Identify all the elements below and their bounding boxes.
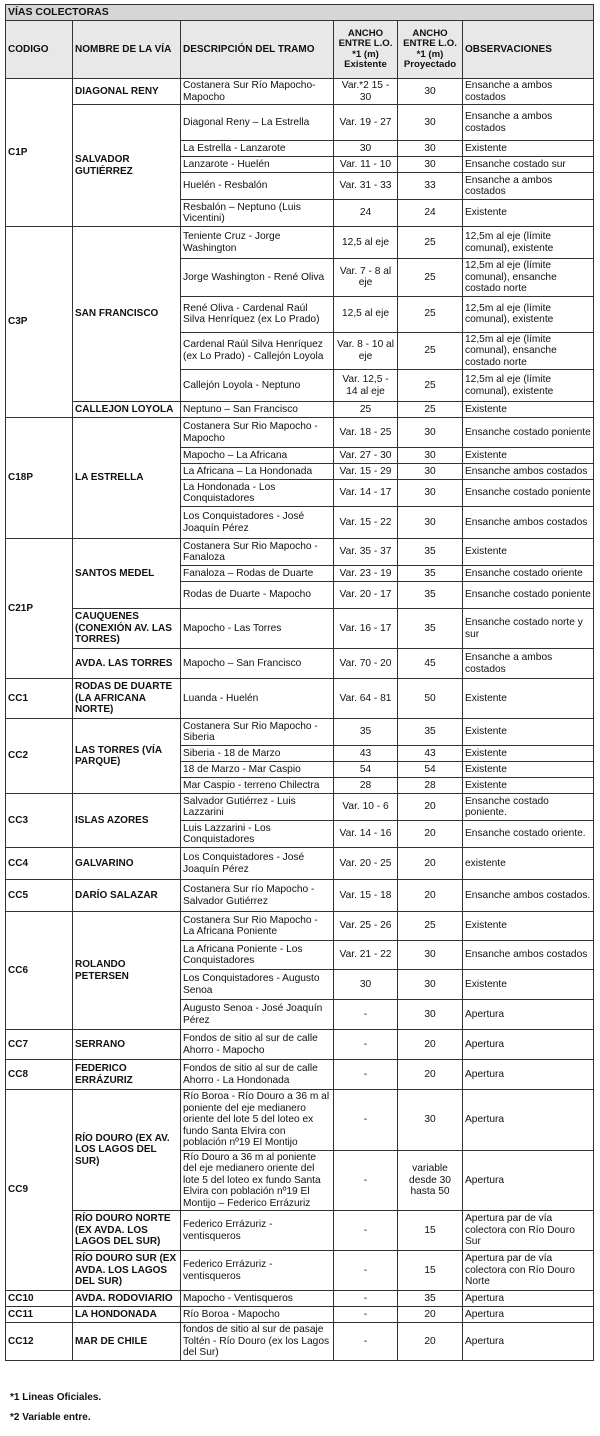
header-row — [6, 21, 594, 79]
table-row — [6, 1060, 594, 1090]
width-projected: 35 — [398, 719, 463, 746]
width-existing: - — [334, 1000, 398, 1030]
observations: Ensanche costado poniente — [463, 480, 594, 507]
observations: 12,5m al eje (límite comunal), ensanche costado norte — [463, 332, 594, 370]
road-name: ISLAS AZORES — [73, 794, 181, 848]
table-row — [6, 539, 594, 566]
header-width-existing: ANCHO ENTRE L.O. *1 (m) Existente — [334, 21, 398, 79]
observations: Ensanche costado norte y sur — [463, 609, 594, 649]
width-existing: Var. 27 - 30 — [334, 448, 398, 464]
width-projected: 20 — [398, 848, 463, 880]
header-code: CODIGO — [6, 21, 73, 79]
width-existing: 12,5 al eje — [334, 296, 398, 332]
observations: Existente — [463, 719, 594, 746]
width-projected: 25 — [398, 912, 463, 941]
width-projected: 25 — [398, 296, 463, 332]
observations: Apertura — [463, 1090, 594, 1151]
section-description: Jorge Washington - René Oliva — [181, 259, 334, 297]
section-description: Lanzarote - Huelén — [181, 157, 334, 173]
observations: Existente — [463, 912, 594, 941]
width-existing: - — [334, 1030, 398, 1060]
width-projected: 20 — [398, 1323, 463, 1361]
table-row — [6, 1090, 594, 1151]
width-existing: Var. 12,5 - 14 al eje — [334, 370, 398, 402]
observations: Existente — [463, 402, 594, 418]
width-existing: - — [334, 1150, 398, 1211]
table-row — [6, 649, 594, 679]
section-description: La Africana – La Hondonada — [181, 464, 334, 480]
section-description: Costanera Sur Río Mapocho-Mapocho — [181, 79, 334, 105]
footnote-1: *1 Lineas Oficiales. — [10, 1392, 102, 1403]
width-existing: Var. 15 - 22 — [334, 507, 398, 539]
width-projected: 20 — [398, 794, 463, 821]
width-projected: 30 — [398, 1000, 463, 1030]
section-description: Los Conquistadores - Augusto Senoa — [181, 970, 334, 1000]
section-description: René Oliva - Cardenal Raúl Silva Henríquez (ex Lo Prado) — [181, 296, 334, 332]
road-name: CALLEJON LOYOLA — [73, 402, 181, 418]
table-row — [6, 1251, 594, 1291]
width-projected: 35 — [398, 566, 463, 582]
observations: Ensanche ambos costados — [463, 507, 594, 539]
width-projected: 25 — [398, 227, 463, 259]
observations: existente — [463, 848, 594, 880]
width-projected: 35 — [398, 1291, 463, 1307]
table-row — [6, 1323, 594, 1361]
width-projected: 20 — [398, 880, 463, 912]
table-row — [6, 1307, 594, 1323]
section-description: Federico Errázuriz - ventisqueros — [181, 1251, 334, 1291]
width-projected: 35 — [398, 539, 463, 566]
section-description: Mapocho - Las Torres — [181, 609, 334, 649]
observations: 12,5m al eje (límite comunal), existente — [463, 370, 594, 402]
width-projected: 20 — [398, 821, 463, 848]
road-code: C1P — [6, 79, 73, 227]
width-projected: 30 — [398, 464, 463, 480]
width-projected: 30 — [398, 480, 463, 507]
header-width-projected: ANCHO ENTRE L.O. *1 (m) Proyectado — [398, 21, 463, 79]
observations: Ensanche costado poniente — [463, 418, 594, 448]
section-description: Río Douro a 36 m al poniente del eje medianero oriente del lote 5 del loteo ex fundo Santa Elvira con población nº19 El Montijo – Federico Errázuriz — [181, 1150, 334, 1211]
section-description: Costanera Sur Rio Mapocho - Siberia — [181, 719, 334, 746]
observations: Apertura — [463, 1030, 594, 1060]
road-name: SERRANO — [73, 1030, 181, 1060]
width-projected: 50 — [398, 679, 463, 719]
section-description: Fondos de sitio al sur de calle Ahorro - La Hondonada — [181, 1060, 334, 1090]
road-code: CC5 — [6, 880, 73, 912]
width-existing: Var. 10 - 6 — [334, 794, 398, 821]
observations: Ensanche ambos costados. — [463, 880, 594, 912]
road-name: AVDA. RODOVIARIO — [73, 1291, 181, 1307]
observations: Ensanche costado sur — [463, 157, 594, 173]
width-existing: 54 — [334, 762, 398, 778]
road-code: CC2 — [6, 719, 73, 794]
width-existing: Var. 18 - 25 — [334, 418, 398, 448]
observations: Apertura — [463, 1150, 594, 1211]
section-description: Río Boroa - Río Douro a 36 m al poniente del eje medianero oriente del lote 5 del loteo ex fundo Santa Elvira con población nº19 El Montijo — [181, 1090, 334, 1151]
width-projected: 30 — [398, 141, 463, 157]
section-description: Luanda - Huelén — [181, 679, 334, 719]
road-name: AVDA. LAS TORRES — [73, 649, 181, 679]
section-description: Salvador Gutiérrez - Luis Lazzarini — [181, 794, 334, 821]
width-existing: Var.*2 15 - 30 — [334, 79, 398, 105]
width-existing: Var. 35 - 37 — [334, 539, 398, 566]
observations: Existente — [463, 762, 594, 778]
road-name: GALVARINO — [73, 848, 181, 880]
table-row — [6, 1030, 594, 1060]
width-projected: 35 — [398, 582, 463, 609]
header-name: NOMBRE DE LA VÍA — [73, 21, 181, 79]
road-name: CAUQUENES (CONEXIÓN AV. LAS TORRES) — [73, 609, 181, 649]
section-description: Mar Caspio - terreno Chilectra — [181, 778, 334, 794]
observations: Ensanche a ambos costados — [463, 79, 594, 105]
observations: Existente — [463, 448, 594, 464]
width-projected: 33 — [398, 173, 463, 200]
width-existing: Var. 8 - 10 al eje — [334, 332, 398, 370]
table-row — [6, 227, 594, 259]
observations: Ensanche a ambos costados — [463, 649, 594, 679]
width-projected: variable desde 30 hasta 50 — [398, 1150, 463, 1211]
width-existing: Var. 20 - 25 — [334, 848, 398, 880]
observations: Existente — [463, 970, 594, 1000]
road-code: CC11 — [6, 1307, 73, 1323]
section-description: Río Boroa - Mapocho — [181, 1307, 334, 1323]
table-row — [6, 105, 594, 141]
width-existing: 43 — [334, 746, 398, 762]
section-description: Neptuno – San Francisco — [181, 402, 334, 418]
width-existing: Var. 14 - 16 — [334, 821, 398, 848]
table-row — [6, 1211, 594, 1251]
road-name: LAS TORRES (VÍA PARQUE) — [73, 719, 181, 794]
road-name: SAN FRANCISCO — [73, 227, 181, 402]
width-projected: 30 — [398, 418, 463, 448]
width-existing: - — [334, 1307, 398, 1323]
road-name: MAR DE CHILE — [73, 1323, 181, 1361]
observations: Ensanche ambos costados — [463, 941, 594, 970]
observations: Apertura — [463, 1000, 594, 1030]
section-description: Diagonal Reny – La Estrella — [181, 105, 334, 141]
width-existing: - — [334, 1211, 398, 1251]
road-code: CC10 — [6, 1291, 73, 1307]
section-description: 18 de Marzo - Mar Caspio — [181, 762, 334, 778]
observations: Ensanche ambos costados — [463, 464, 594, 480]
section-description: Mapocho – La Africana — [181, 448, 334, 464]
observations: Ensanche costado oriente — [463, 566, 594, 582]
width-existing: Var. 70 - 20 — [334, 649, 398, 679]
width-projected: 30 — [398, 79, 463, 105]
road-name: LA ESTRELLA — [73, 418, 181, 539]
width-existing: - — [334, 1251, 398, 1291]
observations: Apertura — [463, 1291, 594, 1307]
observations: Existente — [463, 746, 594, 762]
section-description: Los Conquistadores - José Joaquín Pérez — [181, 848, 334, 880]
section-description: Resbalón – Neptuno (Luis Vicentini) — [181, 200, 334, 227]
road-code: C18P — [6, 418, 73, 539]
section-description: Los Conquistadores - José Joaquín Pérez — [181, 507, 334, 539]
table-row — [6, 912, 594, 941]
road-code: CC7 — [6, 1030, 73, 1060]
road-code: CC1 — [6, 679, 73, 719]
width-projected: 30 — [398, 448, 463, 464]
section-description: Costanera Sur Rio Mapocho - Mapocho — [181, 418, 334, 448]
width-existing: - — [334, 1060, 398, 1090]
observations: Ensanche costado oriente. — [463, 821, 594, 848]
section-description: Rodas de Duarte - Mapocho — [181, 582, 334, 609]
table-row — [6, 794, 594, 821]
collector-roads-table — [5, 4, 594, 1361]
table-row — [6, 848, 594, 880]
table-row — [6, 609, 594, 649]
observations: Existente — [463, 778, 594, 794]
road-name: SALVADOR GUTIÉRREZ — [73, 105, 181, 227]
road-name: ROLANDO PETERSEN — [73, 912, 181, 1030]
section-description: Augusto Senoa - José Joaquín Pérez — [181, 1000, 334, 1030]
width-existing: 28 — [334, 778, 398, 794]
width-existing: Var. 31 - 33 — [334, 173, 398, 200]
road-code: CC4 — [6, 848, 73, 880]
width-existing: Var. 23 - 19 — [334, 566, 398, 582]
width-projected: 25 — [398, 370, 463, 402]
table-row — [6, 1291, 594, 1307]
table-row — [6, 79, 594, 105]
width-projected: 20 — [398, 1060, 463, 1090]
observations: Ensanche a ambos costados — [463, 105, 594, 141]
width-projected: 25 — [398, 259, 463, 297]
road-name: FEDERICO ERRÁZURIZ — [73, 1060, 181, 1090]
width-projected: 25 — [398, 402, 463, 418]
section-description: Fondos de sitio al sur de calle Ahorro - Mapocho — [181, 1030, 334, 1060]
width-existing: Var. 14 - 17 — [334, 480, 398, 507]
width-existing: Var. 64 - 81 — [334, 679, 398, 719]
section-description: Federico Errázuriz - ventisqueros — [181, 1211, 334, 1251]
road-name: RÍO DOURO (EX AV. LOS LAGOS DEL SUR) — [73, 1090, 181, 1211]
road-code: CC6 — [6, 912, 73, 1030]
width-existing: Var. 21 - 22 — [334, 941, 398, 970]
width-projected: 28 — [398, 778, 463, 794]
width-existing: Var. 7 - 8 al eje — [334, 259, 398, 297]
road-name: RÍO DOURO NORTE (EX AVDA. LOS LAGOS DEL SUR) — [73, 1211, 181, 1251]
section-description: Teniente Cruz - Jorge Washington — [181, 227, 334, 259]
observations: 12,5m al eje (límite comunal), existente — [463, 296, 594, 332]
section-description: Costanera Sur Rio Mapocho - Fanaloza — [181, 539, 334, 566]
width-projected: 30 — [398, 970, 463, 1000]
observations: Apertura par de vía colectora con Río Douro Sur — [463, 1211, 594, 1251]
table-row — [6, 880, 594, 912]
section-description: La Estrella - Lanzarote — [181, 141, 334, 157]
observations: Existente — [463, 200, 594, 227]
width-projected: 30 — [398, 105, 463, 141]
observations: Ensanche costado poniente — [463, 582, 594, 609]
section-description: La Hondonada - Los Conquistadores — [181, 480, 334, 507]
section-description: La Africana Poniente - Los Conquistadores — [181, 941, 334, 970]
road-name: SANTOS MEDEL — [73, 539, 181, 609]
observations: Apertura — [463, 1060, 594, 1090]
width-projected: 43 — [398, 746, 463, 762]
road-code: C3P — [6, 227, 73, 418]
width-existing: 25 — [334, 402, 398, 418]
road-name: DARÍO SALAZAR — [73, 880, 181, 912]
width-existing: Var. 11 - 10 — [334, 157, 398, 173]
width-projected: 24 — [398, 200, 463, 227]
observations: Apertura par de vía colectora con Río Douro Norte — [463, 1251, 594, 1291]
width-existing: Var. 16 - 17 — [334, 609, 398, 649]
width-existing: Var. 15 - 18 — [334, 880, 398, 912]
observations: 12,5m al eje (límite comunal), existente — [463, 227, 594, 259]
header-description: DESCRIPCIÓN DEL TRAMO — [181, 21, 334, 79]
width-projected: 15 — [398, 1211, 463, 1251]
width-projected: 30 — [398, 157, 463, 173]
width-existing: - — [334, 1323, 398, 1361]
road-name: DIAGONAL RENY — [73, 79, 181, 105]
table-row — [6, 679, 594, 719]
observations: Existente — [463, 679, 594, 719]
table-row — [6, 719, 594, 746]
width-existing: - — [334, 1291, 398, 1307]
section-description: Callejón Loyola - Neptuno — [181, 370, 334, 402]
road-code: CC3 — [6, 794, 73, 848]
observations: 12,5m al eje (límite comunal), ensanche costado norte — [463, 259, 594, 297]
road-name: RODAS DE DUARTE (LA AFRICANA NORTE) — [73, 679, 181, 719]
width-existing: 30 — [334, 970, 398, 1000]
road-code: C21P — [6, 539, 73, 679]
road-code: CC9 — [6, 1090, 73, 1291]
road-code: CC12 — [6, 1323, 73, 1361]
observations: Existente — [463, 539, 594, 566]
observations: Ensanche a ambos costados — [463, 173, 594, 200]
section-description: Huelén - Resbalón — [181, 173, 334, 200]
road-name: RÍO DOURO SUR (EX AVDA. LOS LAGOS DEL SUR) — [73, 1251, 181, 1291]
table-title: VÍAS COLECTORAS — [6, 5, 594, 21]
width-projected: 25 — [398, 332, 463, 370]
width-existing: Var. 19 - 27 — [334, 105, 398, 141]
table-row — [6, 402, 594, 418]
width-projected: 54 — [398, 762, 463, 778]
width-existing: 24 — [334, 200, 398, 227]
section-description: fondos de sitio al sur de pasaje Toltén - Río Douro (ex los Lagos del Sur) — [181, 1323, 334, 1361]
section-description: Siberia - 18 de Marzo — [181, 746, 334, 762]
section-description: Fanaloza – Rodas de Duarte — [181, 566, 334, 582]
observations: Apertura — [463, 1307, 594, 1323]
width-existing: Var. 20 - 17 — [334, 582, 398, 609]
road-code: CC8 — [6, 1060, 73, 1090]
observations: Existente — [463, 141, 594, 157]
width-existing: 35 — [334, 719, 398, 746]
width-projected: 35 — [398, 609, 463, 649]
observations: Ensanche costado poniente. — [463, 794, 594, 821]
title-row — [6, 5, 594, 21]
width-existing: Var. 15 - 29 — [334, 464, 398, 480]
width-existing: - — [334, 1090, 398, 1151]
section-description: Costanera Sur Rio Mapocho - La Africana Poniente — [181, 912, 334, 941]
width-projected: 30 — [398, 941, 463, 970]
footnote-2: *2 Variable entre. — [10, 1412, 91, 1423]
section-description: Cardenal Raúl Silva Henríquez (ex Lo Prado) - Callejón Loyola — [181, 332, 334, 370]
section-description: Mapocho - Ventisqueros — [181, 1291, 334, 1307]
width-existing: 30 — [334, 141, 398, 157]
width-projected: 30 — [398, 507, 463, 539]
width-existing: Var. 25 - 26 — [334, 912, 398, 941]
table-row — [6, 418, 594, 448]
width-existing: 12,5 al eje — [334, 227, 398, 259]
width-projected: 20 — [398, 1030, 463, 1060]
road-name: LA HONDONADA — [73, 1307, 181, 1323]
section-description: Mapocho – San Francisco — [181, 649, 334, 679]
width-projected: 45 — [398, 649, 463, 679]
observations: Apertura — [463, 1323, 594, 1361]
section-description: Luis Lazzarini - Los Conquistadores — [181, 821, 334, 848]
width-projected: 20 — [398, 1307, 463, 1323]
width-projected: 30 — [398, 1090, 463, 1151]
width-projected: 15 — [398, 1251, 463, 1291]
section-description: Costanera Sur río Mapocho - Salvador Gutiérrez — [181, 880, 334, 912]
header-observations: OBSERVACIONES — [463, 21, 594, 79]
